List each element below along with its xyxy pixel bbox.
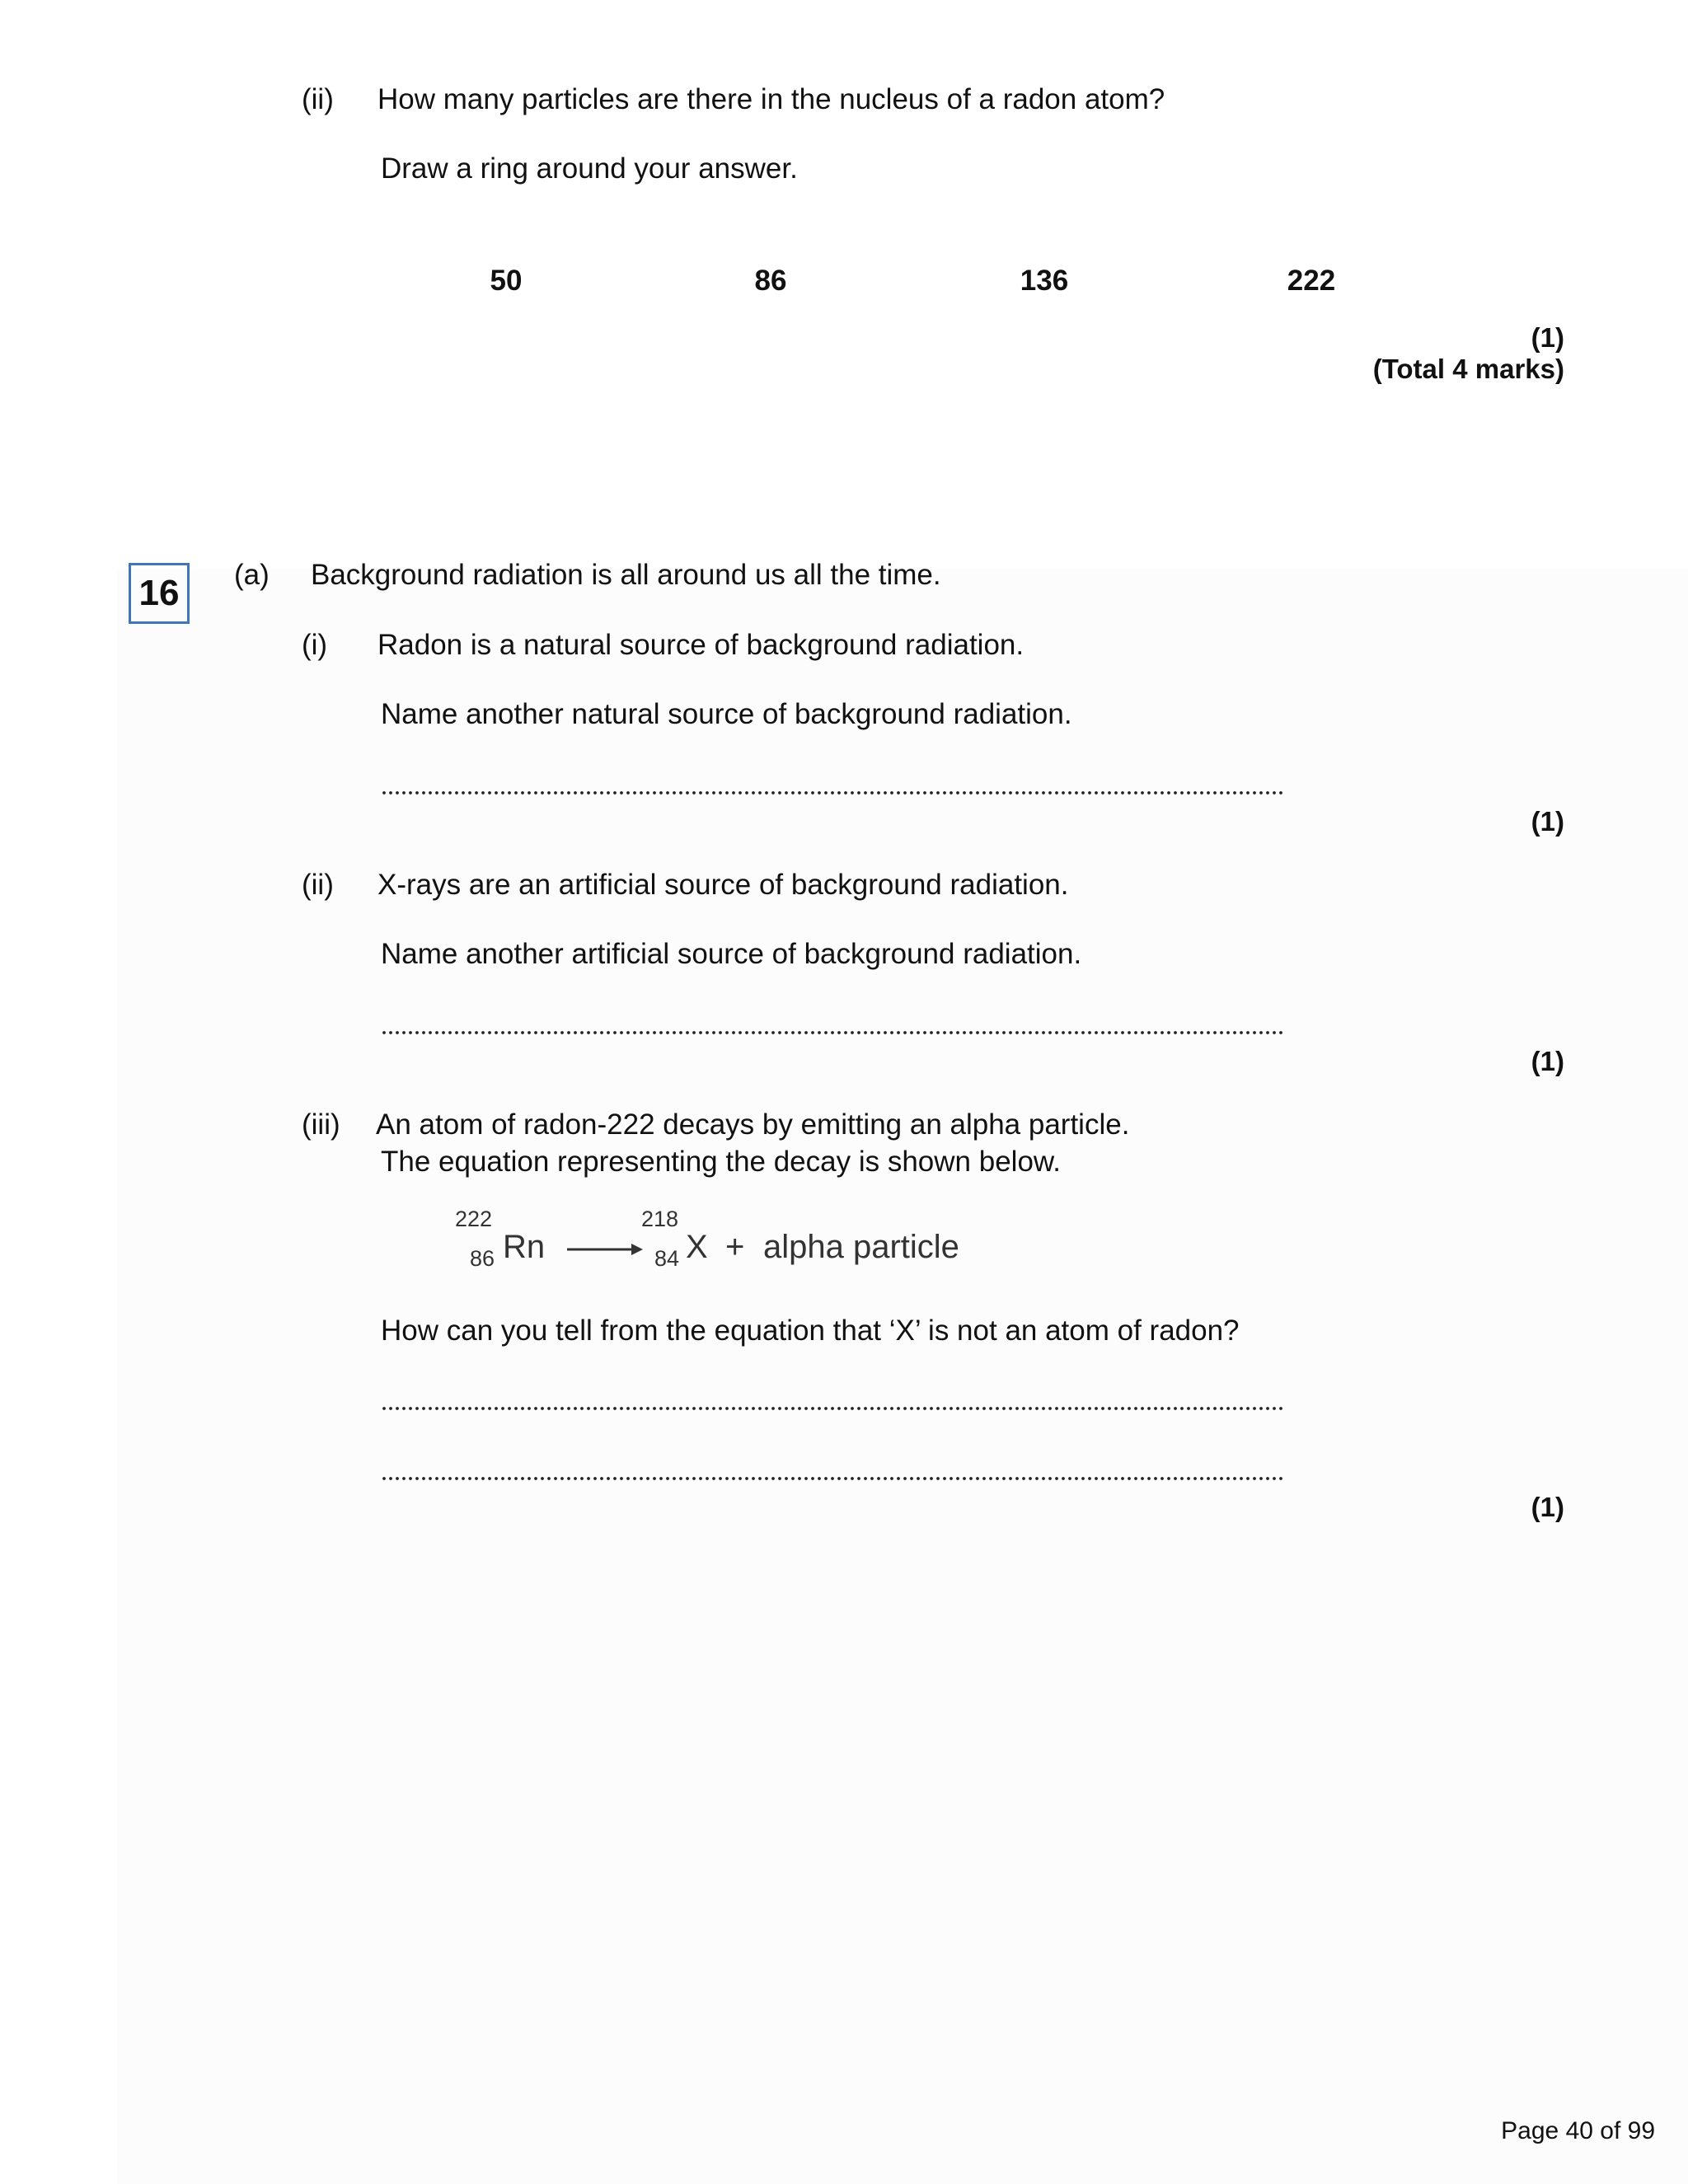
daughter-mass-number: 218 xyxy=(641,1207,679,1231)
part-label: (a) xyxy=(234,559,270,591)
plus-sign: + xyxy=(725,1229,745,1265)
answer-option[interactable]: 50 xyxy=(490,265,523,297)
daughter-symbol: X xyxy=(686,1229,708,1265)
mark-allocation: (1) xyxy=(1531,322,1564,353)
page-shaded-area xyxy=(117,569,1688,2184)
parent-mass-number: 222 xyxy=(455,1207,493,1231)
instruction-text: Draw a ring around your answer. xyxy=(381,152,798,185)
arrow-right-icon xyxy=(565,1241,645,1258)
statement-text: X-rays are an artificial source of background radiation. xyxy=(377,869,1069,901)
decay-equation xyxy=(452,1203,979,1294)
answer-option[interactable]: 86 xyxy=(754,265,787,297)
total-marks: (Total 4 marks) xyxy=(1372,354,1564,384)
answer-line[interactable] xyxy=(381,1405,1284,1412)
question-number: 16 xyxy=(138,573,180,613)
daughter-atomic-number: 84 xyxy=(654,1246,680,1271)
question-number-box xyxy=(129,563,190,624)
page-number: Page 40 of 99 xyxy=(1501,2117,1655,2144)
question-text: How can you tell from the equation that ‘X’ is not an atom of radon? xyxy=(381,1315,1240,1347)
statement-text: An atom of radon-222 decays by emitting an alpha particle. xyxy=(376,1108,1130,1141)
statement-text: Radon is a natural source of background radiation. xyxy=(377,629,1025,661)
subpart-label: (ii) xyxy=(302,869,334,901)
parent-symbol: Rn xyxy=(503,1229,546,1265)
answer-line[interactable] xyxy=(381,1475,1284,1482)
alpha-particle-label: alpha particle xyxy=(763,1229,959,1265)
mark-allocation: (1) xyxy=(1531,1492,1564,1522)
question-text: How many particles are there in the nucleus of a radon atom? xyxy=(377,83,1165,115)
subpart-label: (i) xyxy=(302,629,328,661)
answer-line[interactable] xyxy=(381,790,1284,796)
intro-text: Background radiation is all around us all the time. xyxy=(311,559,941,591)
answer-line[interactable] xyxy=(381,1029,1284,1036)
parent-atomic-number: 86 xyxy=(470,1246,495,1271)
answer-option[interactable]: 222 xyxy=(1287,265,1336,297)
question-text: Name another natural source of background radiation. xyxy=(381,698,1072,730)
mark-allocation: (1) xyxy=(1531,806,1564,837)
subpart-label: (iii) xyxy=(302,1108,340,1141)
question-text: Name another artificial source of background radiation. xyxy=(381,938,1082,970)
statement-text: The equation representing the decay is shown below. xyxy=(381,1146,1061,1178)
mark-allocation: (1) xyxy=(1531,1046,1564,1076)
part-number: (ii) xyxy=(302,83,334,115)
answer-option[interactable]: 136 xyxy=(1020,265,1069,297)
